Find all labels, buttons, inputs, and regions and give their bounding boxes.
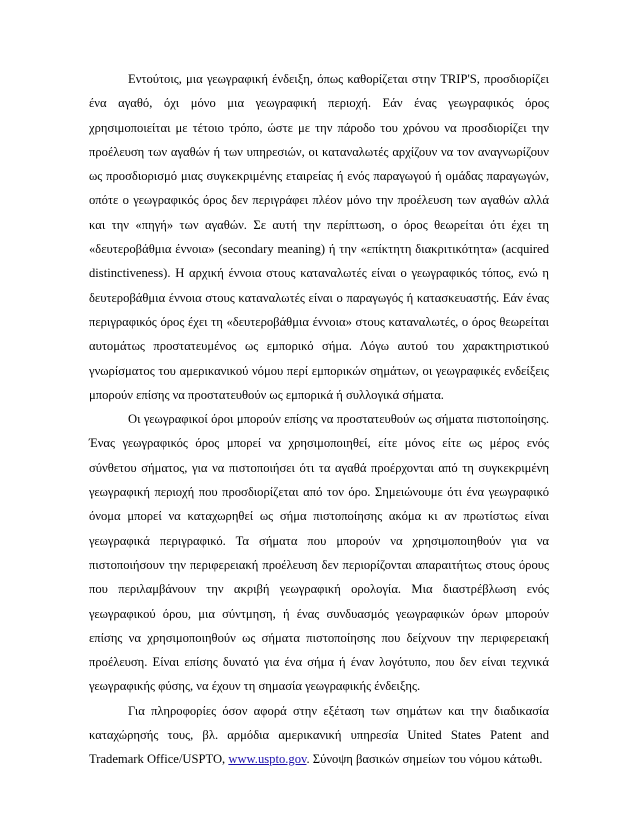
uspto-website-link[interactable]: www.uspto.gov (228, 752, 307, 767)
uspto-text-before-link: Για πληροφορίες όσον αφορά στην εξέταση των σημάτων και την διαδικασία καταχώρησής τους, βλ. αρμόδια αμερικανική υπηρεσία United States Patent and Trademark Office/USPTO, (89, 703, 549, 767)
paragraph-certification-marks: Οι γεωγραφικοί όροι μπορούν επίσης να προστατευθούν ως σήματα πιστοποίησης. Ένας γεωγραφικός όρος μπορεί να χρησιμοποιηθεί, είτε μόνος είτε ως μέρος ενός σύνθετου σήματος, για να πιστοποιήσει ότι τα αγαθά προέρχονται από τη συγκεκριμένη γεωγραφική περιοχή που προσδιορίζεται από τον όρο. Σημειώνουμε ότι ένα γεωγραφικό όνομα μπορεί να καταχωρηθεί ως σήμα πιστοποίησης ακόμα κι αν πρωτίστως είναι γεωγραφικά περιγραφικό. Τα σήματα που μπορούν να χρησιμοποιηθούν για να πιστοποιήσουν την περιφερειακή προέλευση δεν περιορίζονται απαραιτήτως στους όρους που περιλαμβάνουν την ακριβή γεωγραφική ορολογία. Μια διαστρέβλωση ενός γεωγραφικού όρου, μια σύντμηση, ή ένας συνδυασμός γεωγραφικών όρων μπορούν επίσης να χρησιμοποιηθούν ως σήματα πιστοποίησης που δείχνουν την περιφερειακή προέλευση. Είναι επίσης δυνατό για ένα σήμα ή έναν λογότυπο, που δεν είναι τεχνικά γεωγραφικής φύσης, να έχουν τη σημασία γεωγραφικής ένδειξης. (89, 412, 549, 694)
paragraph-uspto-information (89, 699, 549, 772)
document-body (89, 67, 549, 772)
uspto-text-after-link: . Σύνοψη βασικών σημείων του νόμου κάτωθι. (306, 752, 543, 767)
paragraph-geographic-indication-secondary-meaning: Εντούτοις, μια γεωγραφική ένδειξη, όπως καθορίζεται στην TRIP'S, προσδιορίζει ένα αγαθό, όχι μόνο μια γεωγραφική περιοχή. Εάν ένας γεωγραφικός όρος χρησιμοποιείται με τέτοιο τρόπο, ώστε με την πάροδο του χρόνου να προσδιορίζει την προέλευση των αγαθών ή των υπηρεσιών, οι καταναλωτές αρχίζουν να τον αναγνωρίζουν ως προσδιορισμό μιας συγκεκριμένης εταιρείας ή ενός παραγωγού ή ομάδας παραγωγών, οπότε ο γεωγραφικός όρος δεν περιγράφει πλέον μόνο την προέλευση των αγαθών αλλά και την «πηγή» των αγαθών. Σε αυτή την περίπτωση, ο όρος θεωρείται ότι έχει τη «δευτεροβάθμια έννοια» (secondary meaning) ή την «επίκτητη διακριτικότητα» (acquired distinctiveness). Η αρχική έννοια στους καταναλωτές είναι ο γεωγραφικός τόπος, ενώ η δευτεροβάθμια έννοια στους καταναλωτές είναι ο παραγωγός ή κατασκευαστής. Εάν ένας περιγραφικός όρος έχει τη «δευτεροβάθμια έννοια» στους καταναλωτές, ο όρος θεωρείται αυτομάτως προστατευμένος ως εμπορικό σήμα. Λόγω αυτού του χαρακτηριστικού γνωρίσματος του αμερικανικού νόμου περί εμπορικών σημάτων, οι γεωγραφικές ενδείξεις μπορούν επίσης να προστατευθούν ως εμπορικά ή συλλογικά σήματα. (89, 72, 549, 402)
